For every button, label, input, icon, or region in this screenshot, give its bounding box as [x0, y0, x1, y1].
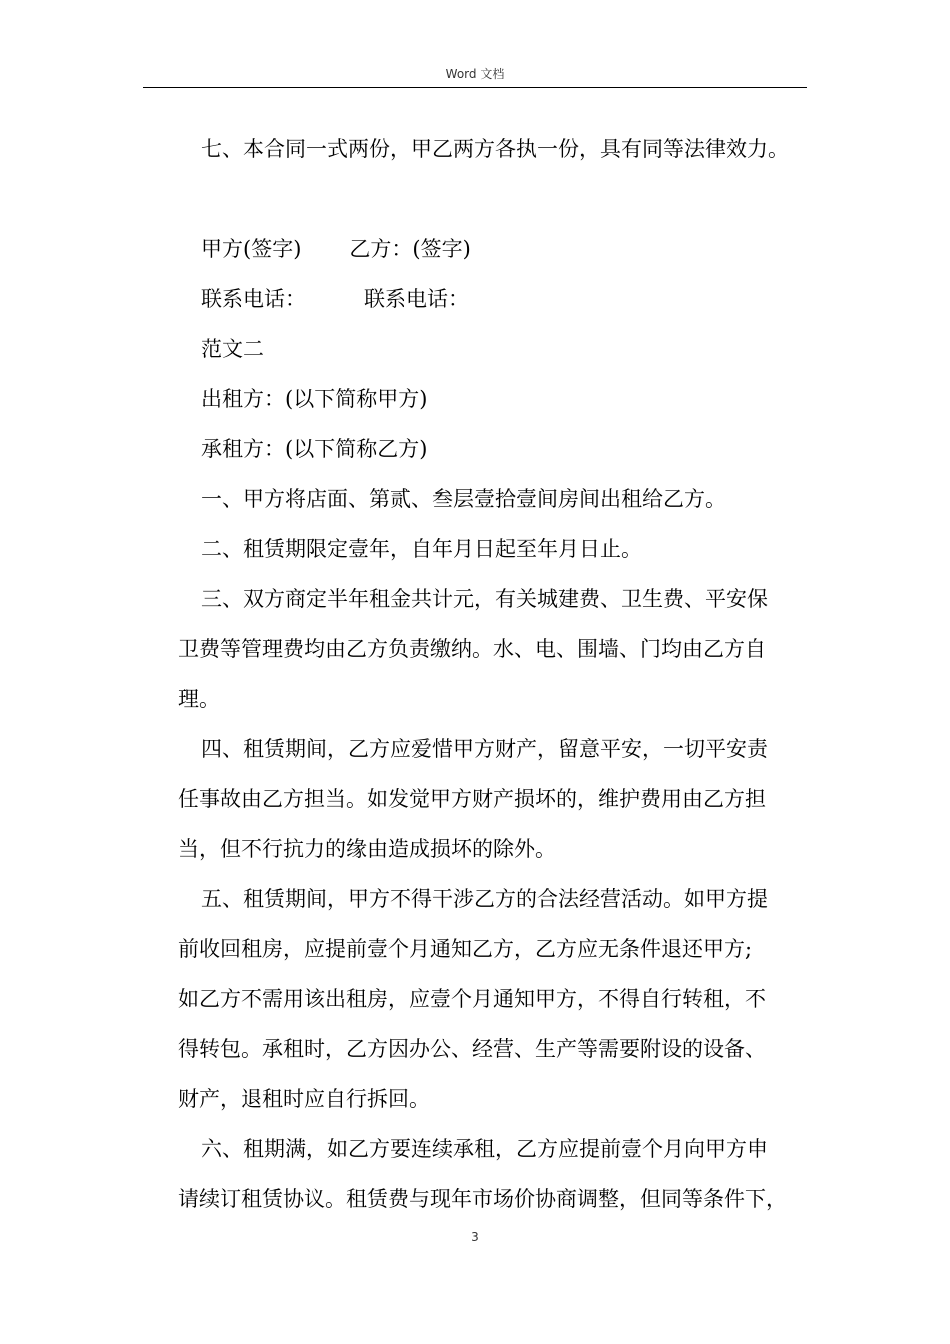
- clause-2-line: 二、租赁期限定壹年，自年月日起至年月日止。: [201, 537, 642, 561]
- section-title: 范文二: [201, 337, 264, 361]
- clause-5-line: 得转包。承租时，乙方因办公、经营、生产等需要附设的设备、: [178, 1037, 766, 1061]
- party-a-signature: 甲方(签字): [201, 237, 302, 261]
- clause-4-line: 任事故由乙方担当。如发觉甲方财产损坏的，维护费用由乙方担: [178, 787, 766, 811]
- clause-3-line: 理。: [178, 687, 220, 711]
- header-divider: [143, 87, 807, 88]
- clause-1-line: 一、甲方将店面、第贰、叁层壹拾壹间房间出租给乙方。: [201, 487, 726, 511]
- clause-5-line: 五、租赁期间，甲方不得干涉乙方的合法经营活动。如甲方提: [201, 887, 768, 911]
- signature-row: [178, 224, 814, 274]
- page-number: 3: [471, 1230, 479, 1244]
- signature-block: [178, 224, 814, 1224]
- lessor-line: 出租方：(以下简称甲方): [201, 387, 428, 411]
- document-body: [178, 124, 814, 174]
- clause-3-line: 三、双方商定半年租金共计元，有关城建费、卫生费、平安保: [201, 587, 768, 611]
- clause-5-line: 财产，退租时应自行拆回。: [178, 1087, 430, 1111]
- clause-6-line: 六、租期满，如乙方要连续承租，乙方应提前壹个月向甲方申: [201, 1137, 768, 1161]
- clause-3-line: 卫费等管理费均由乙方负责缴纳。水、电、围墙、门均由乙方自: [178, 637, 766, 661]
- document-header: Word 文档: [445, 67, 505, 81]
- lessee-line: 承租方：(以下简称乙方): [201, 437, 428, 461]
- clause-6-line: 请续订租赁协议。租赁费与现年市场价协商调整，但同等条件下，: [178, 1187, 787, 1211]
- clause-7: 七、本合同一式两份，甲乙两方各执一份，具有同等法律效力。: [201, 137, 789, 161]
- clause-4-line: 当，但不行抗力的缘由造成损坏的除外。: [178, 837, 556, 861]
- clause-5-line: 如乙方不需用该出租房，应壹个月通知甲方，不得自行转租，不: [178, 987, 766, 1011]
- party-a-phone: 联系电话：: [201, 287, 306, 311]
- party-b-phone: 联系电话：: [364, 287, 469, 311]
- clause-5-line: 前收回租房，应提前壹个月通知乙方，乙方应无条件退还甲方;: [178, 937, 753, 961]
- contact-row: [178, 274, 814, 324]
- clause-4-line: 四、租赁期间，乙方应爱惜甲方财产，留意平安，一切平安责: [201, 737, 768, 761]
- party-b-signature: 乙方：(签字): [349, 237, 471, 261]
